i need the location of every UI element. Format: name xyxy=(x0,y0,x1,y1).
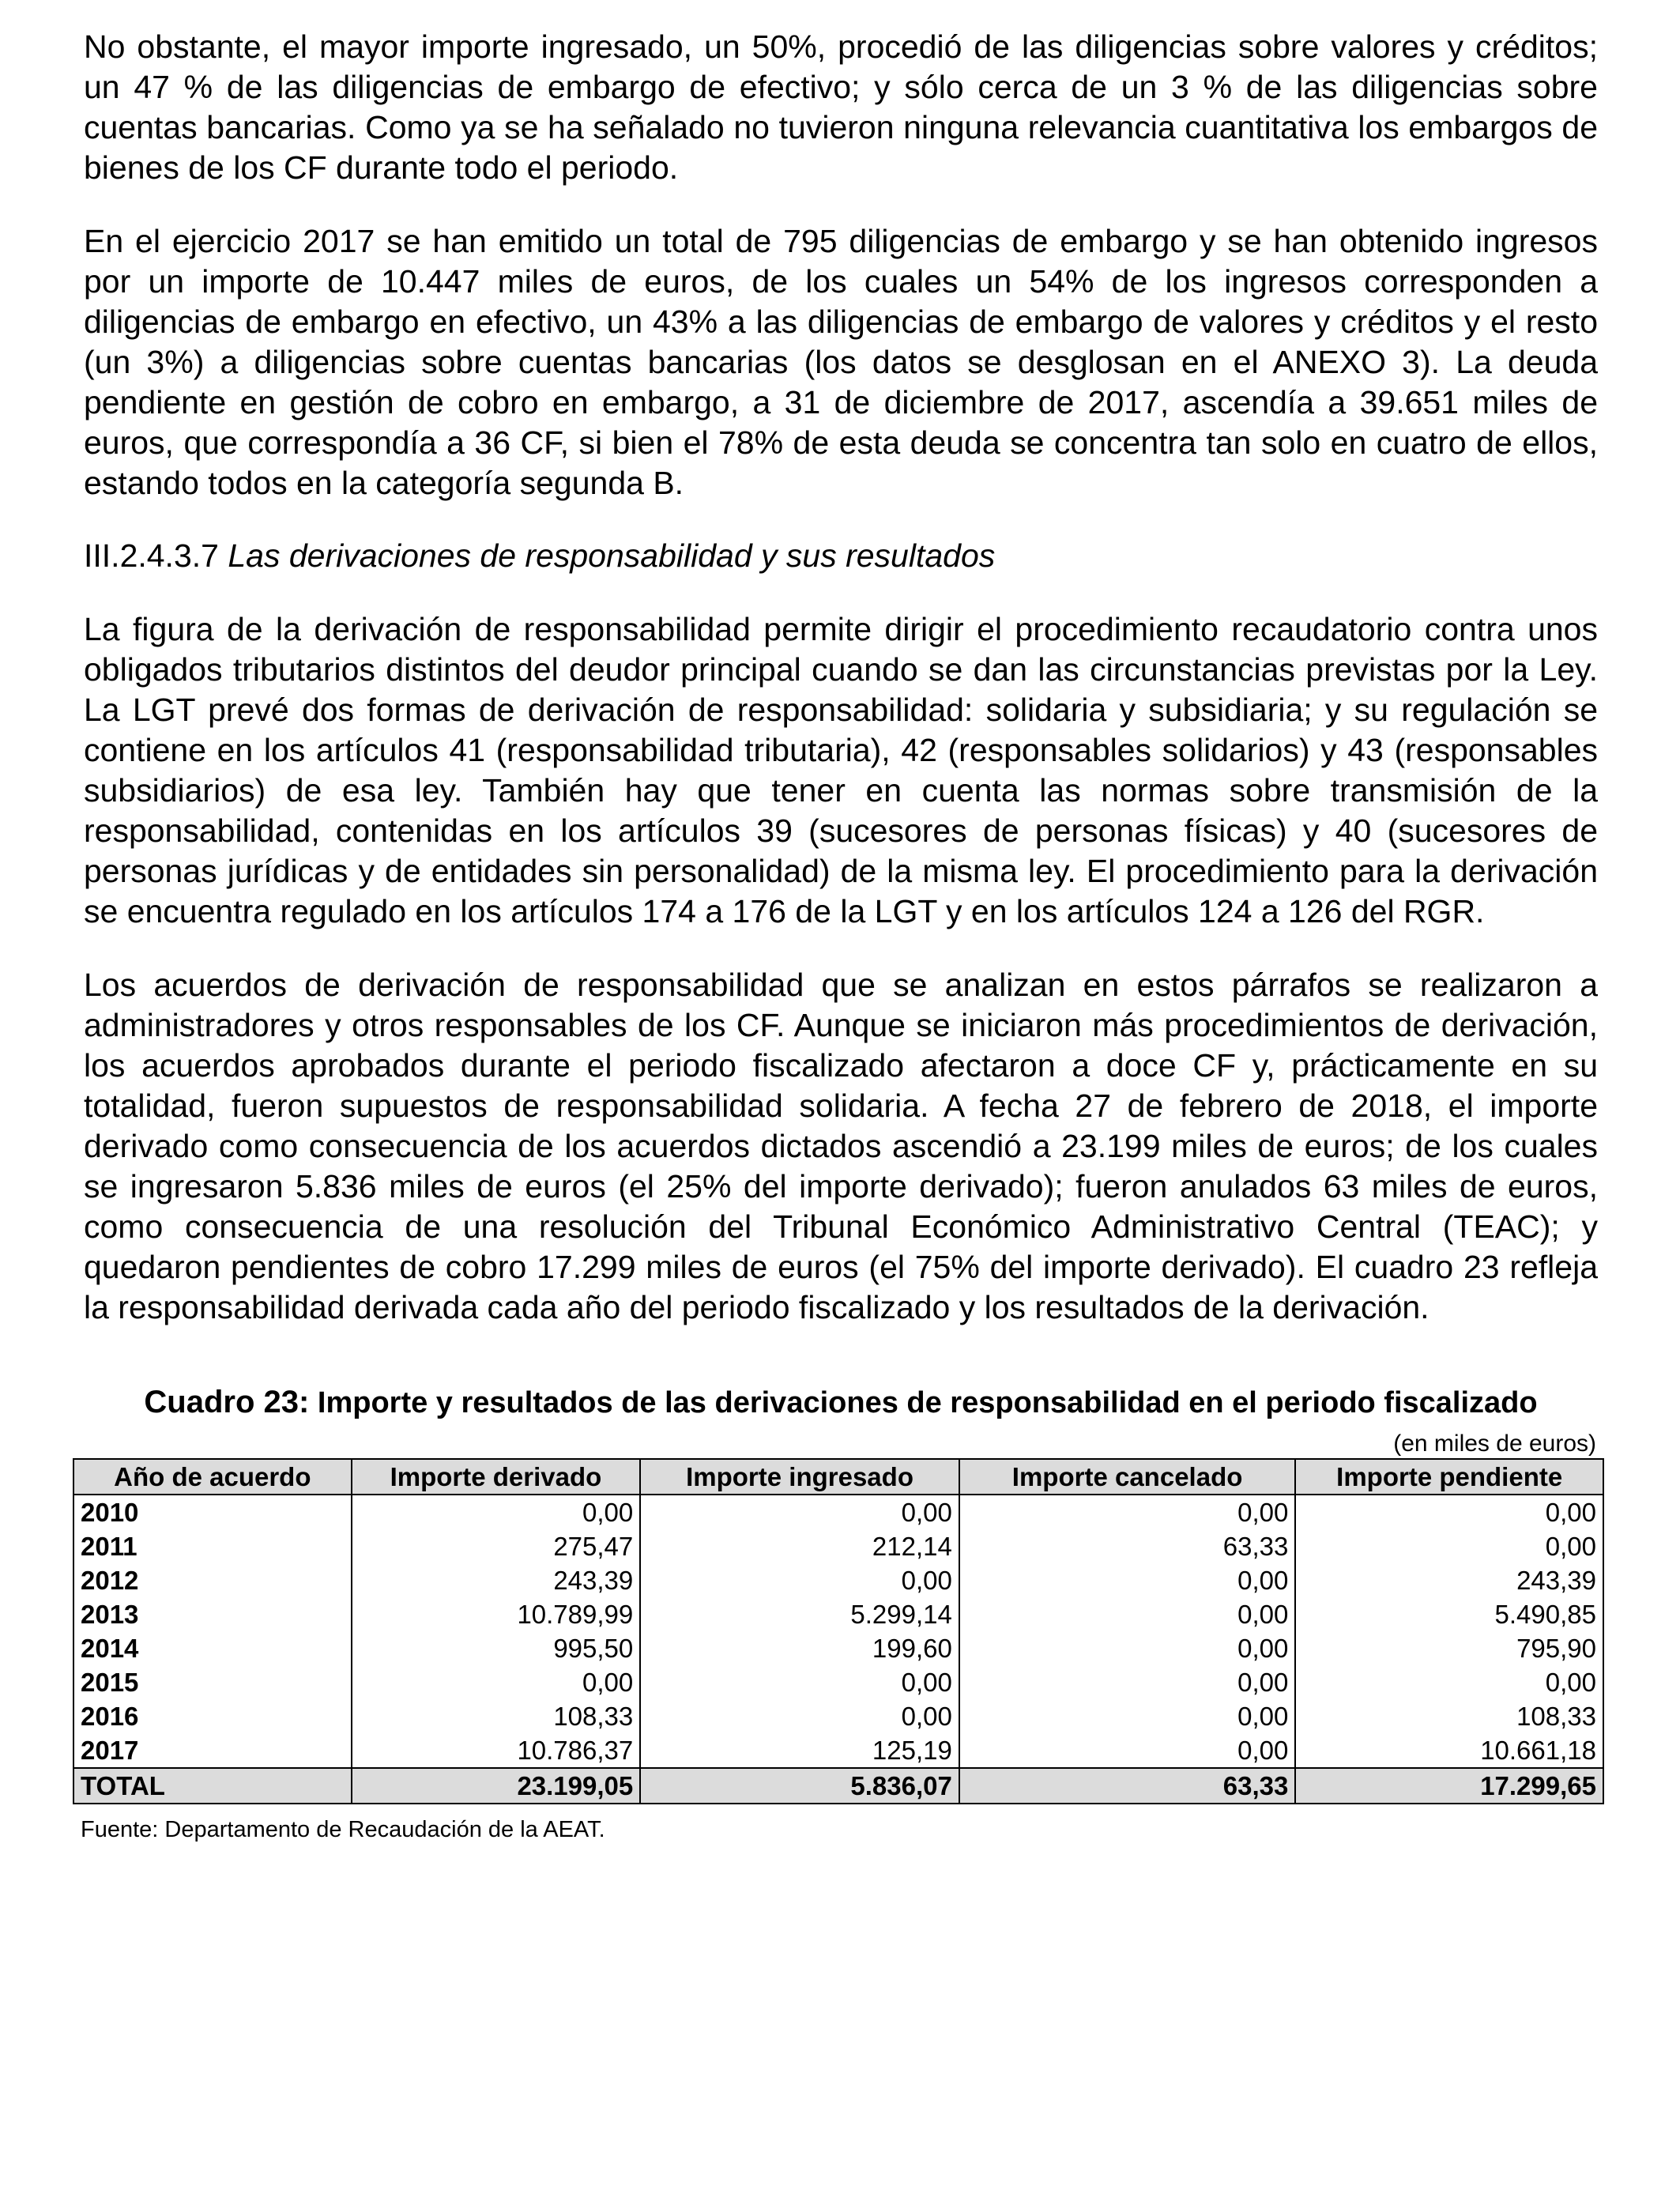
table-cell: 199,60 xyxy=(640,1631,959,1665)
table-row xyxy=(73,1495,1603,1529)
column-header: Importe pendiente xyxy=(1295,1459,1603,1495)
table-row xyxy=(73,1631,1603,1665)
table-row xyxy=(73,1563,1603,1597)
table-cell-year: 2016 xyxy=(73,1699,352,1733)
table-cell: 0,00 xyxy=(959,1665,1296,1699)
table-cell: 10.661,18 xyxy=(1295,1733,1603,1768)
column-header: Importe cancelado xyxy=(959,1459,1296,1495)
table-row xyxy=(73,1665,1603,1699)
table-cell-year: 2014 xyxy=(73,1631,352,1665)
column-header: Importe ingresado xyxy=(640,1459,959,1495)
derivations-table xyxy=(73,1458,1604,1804)
table-cell: 108,33 xyxy=(1295,1699,1603,1733)
table-cell-year: 2013 xyxy=(73,1597,352,1631)
table-caption-text: Importe y resultados de las derivaciones de responsabilidad en el periodo fiscalizado xyxy=(309,1386,1538,1419)
table-cell-year: 2012 xyxy=(73,1563,352,1597)
section-heading xyxy=(84,535,1598,576)
table-cell: 0,00 xyxy=(959,1631,1296,1665)
table-cell-year: 2015 xyxy=(73,1665,352,1699)
table-cell-year: 2011 xyxy=(73,1529,352,1563)
table-cell: 0,00 xyxy=(352,1665,641,1699)
table-cell: 243,39 xyxy=(1295,1563,1603,1597)
table-cell: 0,00 xyxy=(352,1495,641,1529)
table-row xyxy=(73,1733,1603,1768)
table-cell: 0,00 xyxy=(640,1563,959,1597)
paragraph-derivation-definition: La figura de la derivación de responsabilidad permite dirigir el procedimiento recaudatorio contra unos obligados tributarios distintos del deudor principal cuando se dan las circunstancias previstas por la Ley. La LGT prevé dos formas de derivación de responsabilidad: solidaria y subsidiaria; y su regulación se contiene en los artículos 41 (responsabilidad tributaria), 42 (responsables solidarios) y 43 (responsables subsidiarios) de esa ley. También hay que tener en cuenta las normas sobre transmisión de la responsabilidad, contenidas en los artículos 39 (sucesores de personas físicas) y 40 (sucesores de personas jurídicas y de entidades sin personalidad) de la misma ley. El procedimiento para la derivación se encuentra regulado en los artículos 174 a 176 de la LGT y en los artículos 124 a 126 del RGR. xyxy=(84,611,1598,929)
table-caption-lead: Cuadro 23: xyxy=(144,1385,310,1419)
table-cell-year: 2017 xyxy=(73,1733,352,1768)
section-number: III.2.4.3.7 xyxy=(84,537,219,574)
table-row xyxy=(73,1699,1603,1733)
table-cell: 10.786,37 xyxy=(352,1733,641,1768)
table-cell: 125,19 xyxy=(640,1733,959,1768)
table-source-note: Fuente: Departamento de Recaudación de la AEAT. xyxy=(81,1817,605,1842)
table-row xyxy=(73,1529,1603,1563)
paragraph-embargo-results: No obstante, el mayor importe ingresado, un 50%, procedió de las diligencias sobre valores y créditos; un 47 % de las diligencias de embargo de efectivo; y sólo cerca de un 3 % de las diligencias sobre cuentas bancarias. Como ya se ha señalado no tuvieron ninguna relevancia cuantitativa los embargos de bienes de los CF durante todo el periodo. xyxy=(84,28,1598,186)
table-total-label: TOTAL xyxy=(73,1768,352,1804)
table-cell: 5.490,85 xyxy=(1295,1597,1603,1631)
table-cell: 108,33 xyxy=(352,1699,641,1733)
table-cell: 0,00 xyxy=(1295,1529,1603,1563)
table-cell: 995,50 xyxy=(352,1631,641,1665)
table-row xyxy=(73,1597,1603,1631)
table-total-cell: 5.836,07 xyxy=(640,1768,959,1804)
table-cell: 275,47 xyxy=(352,1529,641,1563)
table-total-cell: 23.199,05 xyxy=(352,1768,641,1804)
table-total-row xyxy=(73,1768,1603,1804)
table-total-cell: 63,33 xyxy=(959,1768,1296,1804)
table-cell: 0,00 xyxy=(959,1495,1296,1529)
table-cell: 5.299,14 xyxy=(640,1597,959,1631)
document-page xyxy=(81,27,1598,1844)
table-cell: 0,00 xyxy=(1295,1495,1603,1529)
table-cell: 0,00 xyxy=(640,1495,959,1529)
paragraph-2017-embargo: En el ejercicio 2017 se han emitido un total de 795 diligencias de embargo y se han obtenido ingresos por un importe de 10.447 miles de euros, de los cuales un 54% de los ingresos corresponden a diligencias de embargo en efectivo, un 43% a las diligencias de embargo de valores y créditos y el resto (un 3%) a diligencias sobre cuentas bancarias (los datos se desglosan en el ANEXO 3). La deuda pendiente en gestión de cobro en embargo, a 31 de diciembre de 2017, ascendía a 39.651 miles de euros, que correspondía a 36 CF, si bien el 78% de esta deuda se concentra tan solo en cuatro de ellos, estando todos en la categoría segunda B. xyxy=(84,223,1598,501)
table-cell: 63,33 xyxy=(959,1529,1296,1563)
table-cell: 0,00 xyxy=(959,1699,1296,1733)
table-cell: 0,00 xyxy=(959,1563,1296,1597)
table-header-row xyxy=(73,1459,1603,1495)
table-cell: 0,00 xyxy=(640,1699,959,1733)
table-cell: 0,00 xyxy=(959,1597,1296,1631)
column-header: Año de acuerdo xyxy=(73,1459,352,1495)
table-cell-year: 2010 xyxy=(73,1495,352,1529)
paragraph-derivation-agreements: Los acuerdos de derivación de responsabilidad que se analizan en estos párrafos se realizaron a administradores y otros responsables de los CF. Aunque se iniciaron más procedimientos de derivación, los acuerdos aprobados durante el periodo fiscalizado afectaron a doce CF y, prácticamente en su totalidad, fueron supuestos de responsabilidad solidaria. A fecha 27 de febrero de 2018, el importe derivado como consecuencia de los acuerdos dictados ascendió a 23.199 miles de euros; de los cuales se ingresaron 5.836 miles de euros (el 25% del importe derivado); fueron anulados 63 miles de euros, como consecuencia de una resolución del Tribunal Económico Administrativo Central (TEAC); y quedaron pendientes de cobro 17.299 miles de euros (el 75% del importe derivado). El cuadro 23 refleja la responsabilidad derivada cada año del periodo fiscalizado y los resultados de la derivación. xyxy=(84,967,1598,1325)
table-cell: 243,39 xyxy=(352,1563,641,1597)
table-total-cell: 17.299,65 xyxy=(1295,1768,1603,1804)
table-cell: 0,00 xyxy=(959,1733,1296,1768)
table-caption xyxy=(84,1383,1598,1422)
table-cell: 212,14 xyxy=(640,1529,959,1563)
table-units: (en miles de euros) xyxy=(1393,1431,1596,1457)
column-header: Importe derivado xyxy=(352,1459,641,1495)
table-cell: 0,00 xyxy=(640,1665,959,1699)
table-cell: 795,90 xyxy=(1295,1631,1603,1665)
section-title: Las derivaciones de responsabilidad y sus resultados xyxy=(228,537,996,574)
table-cell: 0,00 xyxy=(1295,1665,1603,1699)
table-cell: 10.789,99 xyxy=(352,1597,641,1631)
